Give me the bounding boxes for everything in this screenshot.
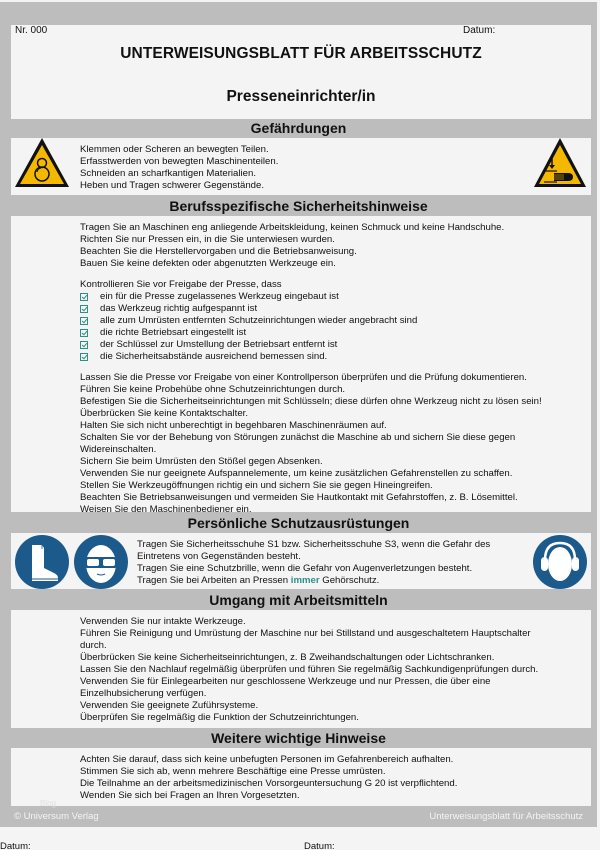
checklist-item: die Sicherheitsabstände ausreichend bemessen sind. bbox=[80, 351, 542, 363]
safety-item: Tragen Sie an Maschinen eng anliegende Arbeitskleidung, keinen Schmuck und keine Handschuhe. bbox=[80, 222, 505, 233]
safety-item: Beachten Sie Betriebsanweisungen und vermeiden Sie Hautkontakt mit Gefahrstoffen, z. B. Lösemittel. bbox=[80, 492, 518, 503]
ppe-list bbox=[137, 539, 490, 587]
equipment-item: Überprüfen Sie regelmäßig die Funktion der Schutzeinrichtungen. bbox=[80, 712, 359, 723]
hazards-list bbox=[80, 144, 278, 192]
checkbox-checked-icon bbox=[80, 329, 88, 337]
safety-item: Überbrücken Sie keine Kontaktschalter. bbox=[80, 408, 248, 419]
section-title-safety: Berufsspezifische Sicherheitshinweise bbox=[169, 198, 428, 214]
safety-item: Weisen Sie den Maschinenbediener ein. bbox=[80, 504, 252, 515]
safety-item: Halten Sie sich nicht unberechtigt in begehbaren Maschinenräumen auf. bbox=[80, 420, 387, 431]
safety-panel bbox=[11, 216, 591, 515]
checklist-item: die richte Betriebsart eingestellt ist bbox=[80, 327, 542, 339]
safety-item: Befestigen Sie die Sicherheitseinrichtungen mit Schlüsseln; diese dürfen ohne Werkzeug nicht zu lösen sein! bbox=[80, 396, 542, 407]
checkbox-checked-icon bbox=[80, 293, 88, 301]
checklist-item: das Werkzeug richtig aufgespannt ist bbox=[80, 303, 542, 315]
equipment-panel bbox=[11, 610, 591, 728]
job-title: Presseneinrichter/in bbox=[226, 88, 376, 105]
hazards-panel bbox=[11, 138, 591, 195]
safety-item: Richten Sie nur Pressen ein, in die Sie unterwiesen wurden. bbox=[80, 234, 335, 245]
ear-protection-icon bbox=[532, 534, 588, 590]
notes-item: Achten Sie darauf, dass sich keine unbefugten Personen im Gefahrenbereich aufhalten. bbox=[80, 754, 454, 765]
warning-rollers-icon bbox=[13, 136, 71, 190]
safety-item: Lassen Sie die Presse vor Freigabe von einer Kontrollperson überprüfen und die Prüfung dokumentieren. bbox=[80, 372, 527, 383]
equipment-item: Verwenden Sie nur intakte Werkzeuge. bbox=[80, 616, 246, 627]
equipment-item: Führen Sie Reinigung und Umrüstung der Maschine nur bei Stillstand und ausgeschaltetem Hauptschalter bbox=[80, 628, 531, 639]
ppe-panel bbox=[11, 533, 591, 589]
footer-publisher: © Universum Verlag bbox=[14, 811, 99, 822]
notes-item: Wenden Sie sich bei Fragen an Ihren Vorgesetzten. bbox=[80, 790, 300, 801]
header-panel bbox=[11, 25, 591, 119]
equipment-item: Einzelhubsicherung verfügen. bbox=[80, 688, 207, 699]
notes-item: Stimmen Sie sich ab, wenn mehrere Beschäftige eine Presse umrüsten. bbox=[80, 766, 386, 777]
signature-date-right: Datum: bbox=[304, 841, 335, 850]
page-title: UNTERWEISUNGSBLATT FÜR ARBEITSSCHUTZ bbox=[120, 45, 482, 62]
warning-hand-crush-icon bbox=[532, 136, 588, 190]
ppe-item: Tragen Sie Sicherheitsschuhe S1 bzw. Sicherheitsschuhe S3, wenn die Gefahr des bbox=[137, 539, 491, 550]
instruction-sheet bbox=[0, 2, 597, 827]
equipment-list bbox=[80, 616, 538, 724]
safety-item: Sichern Sie beim Umrüsten den Stößel gegen Absenken. bbox=[80, 456, 323, 467]
section-title-notes: Weitere wichtige Hinweise bbox=[211, 730, 386, 746]
hazard-item: Klemmen oder Scheren an bewegten Teilen. bbox=[80, 144, 269, 155]
safety-item: Widereinschalten. bbox=[80, 444, 157, 455]
hazard-item: Erfasstwerden von bewegten Maschinenteilen. bbox=[80, 156, 279, 167]
safety-item: Bauen Sie keine defekten oder abgenutzten Werkzeuge ein. bbox=[80, 258, 336, 269]
section-title-ppe: Persönliche Schutzausrüstungen bbox=[187, 515, 410, 531]
equipment-item: Überbrücken Sie keine Sicherheitseinrichtungen, z. B Zweihandschaltungen oder Lichtschranken. bbox=[80, 652, 495, 663]
notes-list bbox=[80, 754, 457, 802]
equipment-item: Lassen Sie den Nachlauf regelmäßig überprüfen und führen Sie regelmäßig Sachkundigenprüfungen durch. bbox=[80, 664, 539, 675]
section-title-hazards: Gefährdungen bbox=[250, 120, 347, 136]
ppe-item: Tragen Sie eine Schutzbrille, wenn die Gefahr von Augenverletzungen besteht. bbox=[137, 563, 473, 574]
checklist-item: alle zum Umrüsten entfernten Schutzeinrichtungen wieder angebracht sind bbox=[80, 315, 542, 327]
section-title-equipment: Umgang mit Arbeitsmitteln bbox=[209, 592, 388, 608]
safety-item: Stellen Sie Werkzeugöffnungen richtig ein und sichern Sie sie gegen Hineingreifen. bbox=[80, 480, 433, 491]
safety-item: Beachten Sie die Herstellervorgaben und die Betriebsanweisung. bbox=[80, 246, 357, 257]
equipment-item: Verwenden Sie für Einlegearbeiten nur geschlossene Werkzeuge und nur Pressen, die über eine bbox=[80, 676, 491, 687]
ppe-item: Tragen Sie bei Arbeiten an Pressen immer Gehörschutz. bbox=[137, 575, 380, 586]
safety-item: Führen Sie keine Probehübe ohne Schutzeinrichtungen durch. bbox=[80, 384, 346, 395]
footer-doc-title: Unterweisungsblatt für Arbeitsschutz bbox=[429, 811, 583, 822]
safety-item: Schalten Sie vor der Behebung von Störungen zunächst die Maschine ab und sichern Sie diese gegen bbox=[80, 432, 516, 443]
equipment-item: durch. bbox=[80, 640, 107, 651]
safety-list bbox=[80, 222, 542, 516]
highlight-immer: immer bbox=[290, 575, 320, 586]
hazard-item: Schneiden an scharfkantigen Materialien. bbox=[80, 168, 256, 179]
checklist-item: der Schlüssel zur Umstellung der Betriebsart entfernt ist bbox=[80, 339, 542, 351]
checkbox-checked-icon bbox=[80, 317, 88, 325]
checklist-title: Kontrollieren Sie vor Freigabe der Presse, dass bbox=[80, 279, 282, 290]
watermark: Blog bbox=[40, 799, 57, 808]
signature-date-left: Datum: bbox=[0, 841, 31, 850]
safety-item: Verwenden Sie nur geeignete Aufspannelemente, um keine zusätzlichen Gefahrenstellen zu schaffen. bbox=[80, 468, 513, 479]
hazard-item: Heben und Tragen schwerer Gegenstände. bbox=[80, 180, 265, 191]
checkbox-checked-icon bbox=[80, 353, 88, 361]
checkbox-checked-icon bbox=[80, 341, 88, 349]
safety-boots-icon bbox=[14, 534, 70, 590]
equipment-item: Verwenden Sie geeignete Zuführsysteme. bbox=[80, 700, 259, 711]
notes-panel bbox=[11, 748, 591, 806]
sheet-number: Nr. 000 bbox=[15, 25, 48, 36]
ppe-item: Eintretens von Gegenständen besteht. bbox=[137, 551, 301, 562]
safety-goggles-icon bbox=[73, 534, 129, 590]
notes-item: Die Teilnahme an der arbeitsmedizinischen Vorsorgeuntersuchung G 20 ist verpflichtend. bbox=[80, 778, 458, 789]
checklist-item: ein für die Presse zugelassenes Werkzeug eingebaut ist bbox=[80, 291, 542, 303]
date-label: Datum: bbox=[463, 25, 496, 36]
checkbox-checked-icon bbox=[80, 305, 88, 313]
